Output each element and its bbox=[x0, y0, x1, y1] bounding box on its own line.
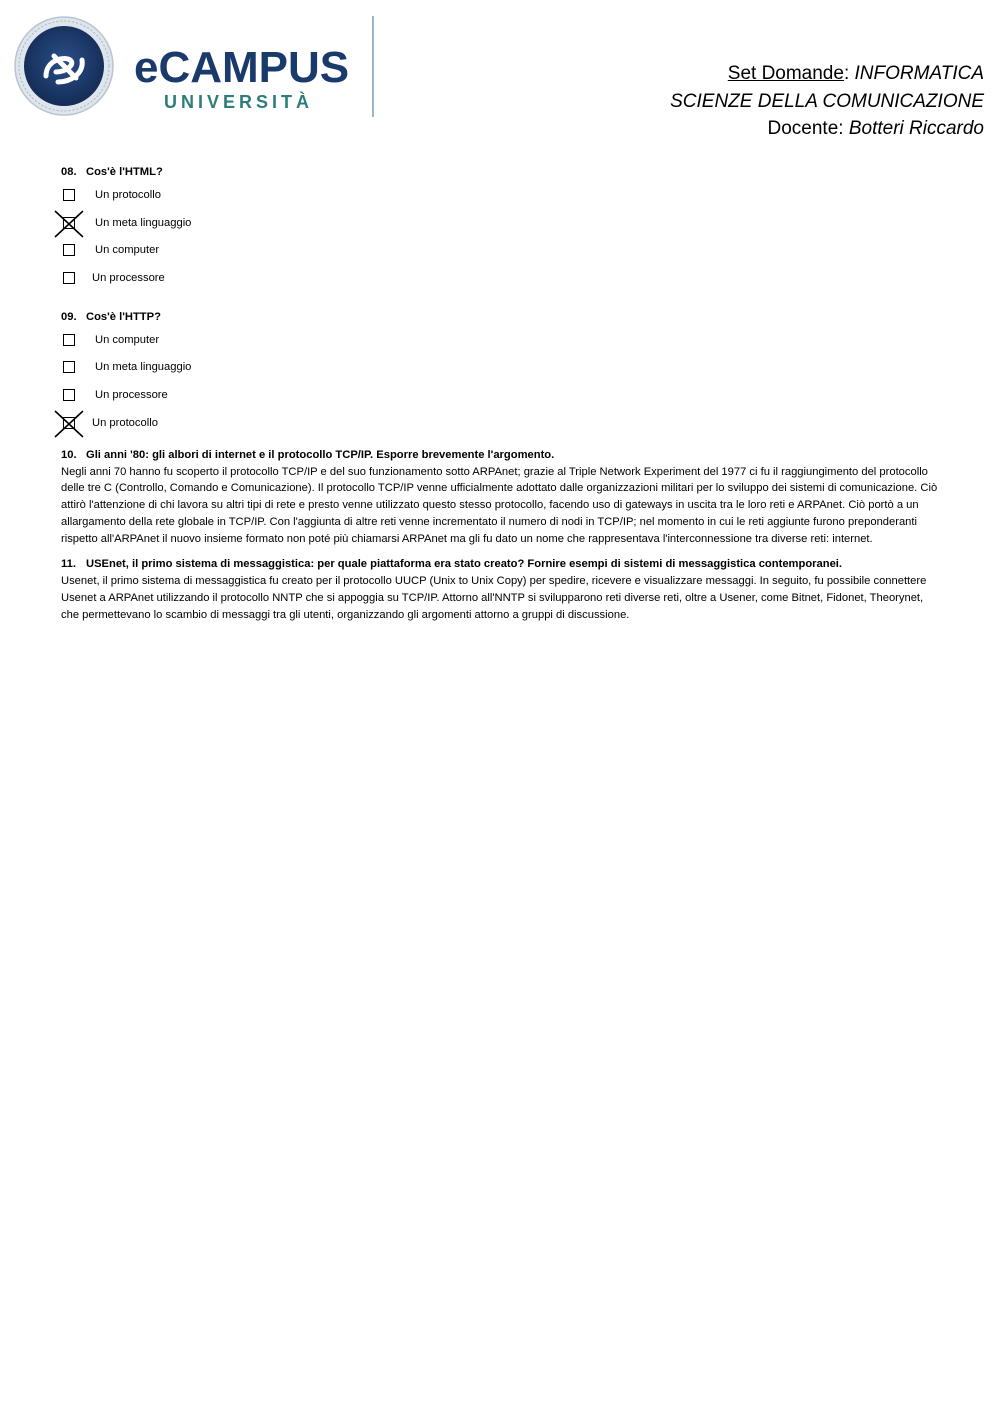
question-title bbox=[61, 447, 941, 464]
option-label: Un computer bbox=[95, 333, 160, 346]
ecampus-logo bbox=[14, 16, 374, 120]
checkbox[interactable] bbox=[63, 389, 75, 401]
option-item bbox=[61, 354, 941, 382]
course: SCIENZE DELLA COMUNICAZIONE bbox=[670, 90, 984, 112]
cross-mark-icon bbox=[53, 409, 85, 439]
option-item bbox=[61, 210, 941, 238]
docente-name: Botteri Riccardo bbox=[848, 118, 984, 139]
question-08 bbox=[61, 162, 941, 293]
option-item bbox=[61, 237, 941, 265]
question-09 bbox=[61, 307, 941, 438]
checkbox[interactable] bbox=[63, 189, 75, 201]
question-11 bbox=[61, 556, 941, 623]
question-number: 10. bbox=[61, 448, 77, 461]
option-item bbox=[61, 327, 941, 355]
checkbox[interactable] bbox=[63, 361, 75, 373]
answer-text: Usenet, il primo sistema di messaggistica fu creato per il protocollo UUCP (Unix to Unix Copy) per spedire, ricevere e visualizzare messaggi. In seguito, fu possibile connettere Usenet a ARPAnet utilizzando il protocollo NNTP che si appoggia su TCP/IP. Attorno all'NNTP si svilupparono reti diverse reti, oltre a Usener, come Bitnet, Fidonet, Theorynet, che permettevano lo scambio di messaggi tra gli utenti, organizzando gli argomenti attorno a gruppi di discussione. bbox=[61, 575, 927, 622]
option-label: Un processore bbox=[92, 272, 165, 285]
question-10 bbox=[61, 447, 941, 548]
question-number: 08. bbox=[61, 166, 77, 178]
header-line-subject: Set Domande: INFORMATICA bbox=[727, 63, 984, 84]
question-text: Cos'è l'HTTP? bbox=[86, 310, 161, 323]
option-label: Un processore bbox=[95, 389, 168, 402]
question-text: USEnet, il primo sistema di messaggistica: per quale piattaforma era stato creato? Fornire esempi di sistemi di messaggistica contemporanei. bbox=[86, 558, 843, 571]
option-item bbox=[61, 382, 941, 410]
logo-subtitle: UNIVERSITÀ bbox=[164, 92, 314, 112]
option-label: Un protocollo bbox=[92, 416, 158, 429]
checkbox[interactable] bbox=[63, 334, 75, 346]
question-title bbox=[61, 556, 941, 573]
question-title bbox=[61, 162, 941, 182]
cross-mark-icon bbox=[53, 209, 85, 239]
options-list bbox=[61, 327, 941, 438]
document-header bbox=[670, 60, 984, 143]
set-label: Set Domande bbox=[727, 63, 844, 84]
logo-divider bbox=[372, 16, 374, 117]
logo-brand: eCAMPUS bbox=[134, 43, 350, 92]
questions-content bbox=[61, 162, 941, 624]
option-label: Un protocollo bbox=[95, 189, 161, 201]
header-line-course bbox=[670, 88, 984, 116]
question-number: 11. bbox=[61, 558, 76, 571]
options-list bbox=[61, 182, 941, 293]
answer-text: Negli anni 70 hanno fu scoperto il protocollo TCP/IP e del suo funzionamento sotto ARPAnet; grazie al Triple Network Experiment del 1977 ci fu il raggiungimento del protocollo delle tre C (Controllo, Comando e Comunicazione). Il protocollo TCP/IP venne ufficialmente adottato dalle organizzazioni militari per lo sviluppo dei sistemi di comunicazione. Ciò attirò l'attenzione di chi lavora su altri tipi di rete e presto venne utilizzato questo stesso protocollo, facendo uso di gateways in uscita tra le loro reti e ARPAnet. Ciò portò a un allargamento della rete globale in TCP/IP. Con l'aggiunta di altre reti venne incrementato il numero di nodi in TCP/IP; nel momento in cui le reti aggiunte furono preponderanti rispetto all'ARPAnet il nuovo insieme formato non poté più chiamarsi ARPAnet ma gli fu dato un nome che rappresentava l'interconnessione tra diverse reti: internet. bbox=[61, 465, 938, 545]
question-number: 09. bbox=[61, 310, 77, 323]
subject: INFORMATICA bbox=[854, 63, 984, 84]
checkbox[interactable] bbox=[63, 272, 75, 284]
option-item bbox=[61, 265, 941, 293]
option-label: Un computer bbox=[95, 244, 160, 257]
header-line-docente bbox=[670, 115, 984, 143]
question-text: Gli anni '80: gli albori di internet e il protocollo TCP/IP. Esporre brevemente l'argomento. bbox=[86, 448, 555, 461]
option-label: Un meta linguaggio bbox=[95, 216, 192, 229]
docente-label: Docente: bbox=[767, 118, 849, 139]
option-item bbox=[61, 182, 941, 210]
question-text: Cos'è l'HTML? bbox=[86, 166, 163, 178]
checkbox[interactable] bbox=[63, 244, 75, 256]
option-item bbox=[61, 410, 941, 438]
option-label: Un meta linguaggio bbox=[95, 361, 192, 374]
question-title bbox=[61, 307, 941, 327]
